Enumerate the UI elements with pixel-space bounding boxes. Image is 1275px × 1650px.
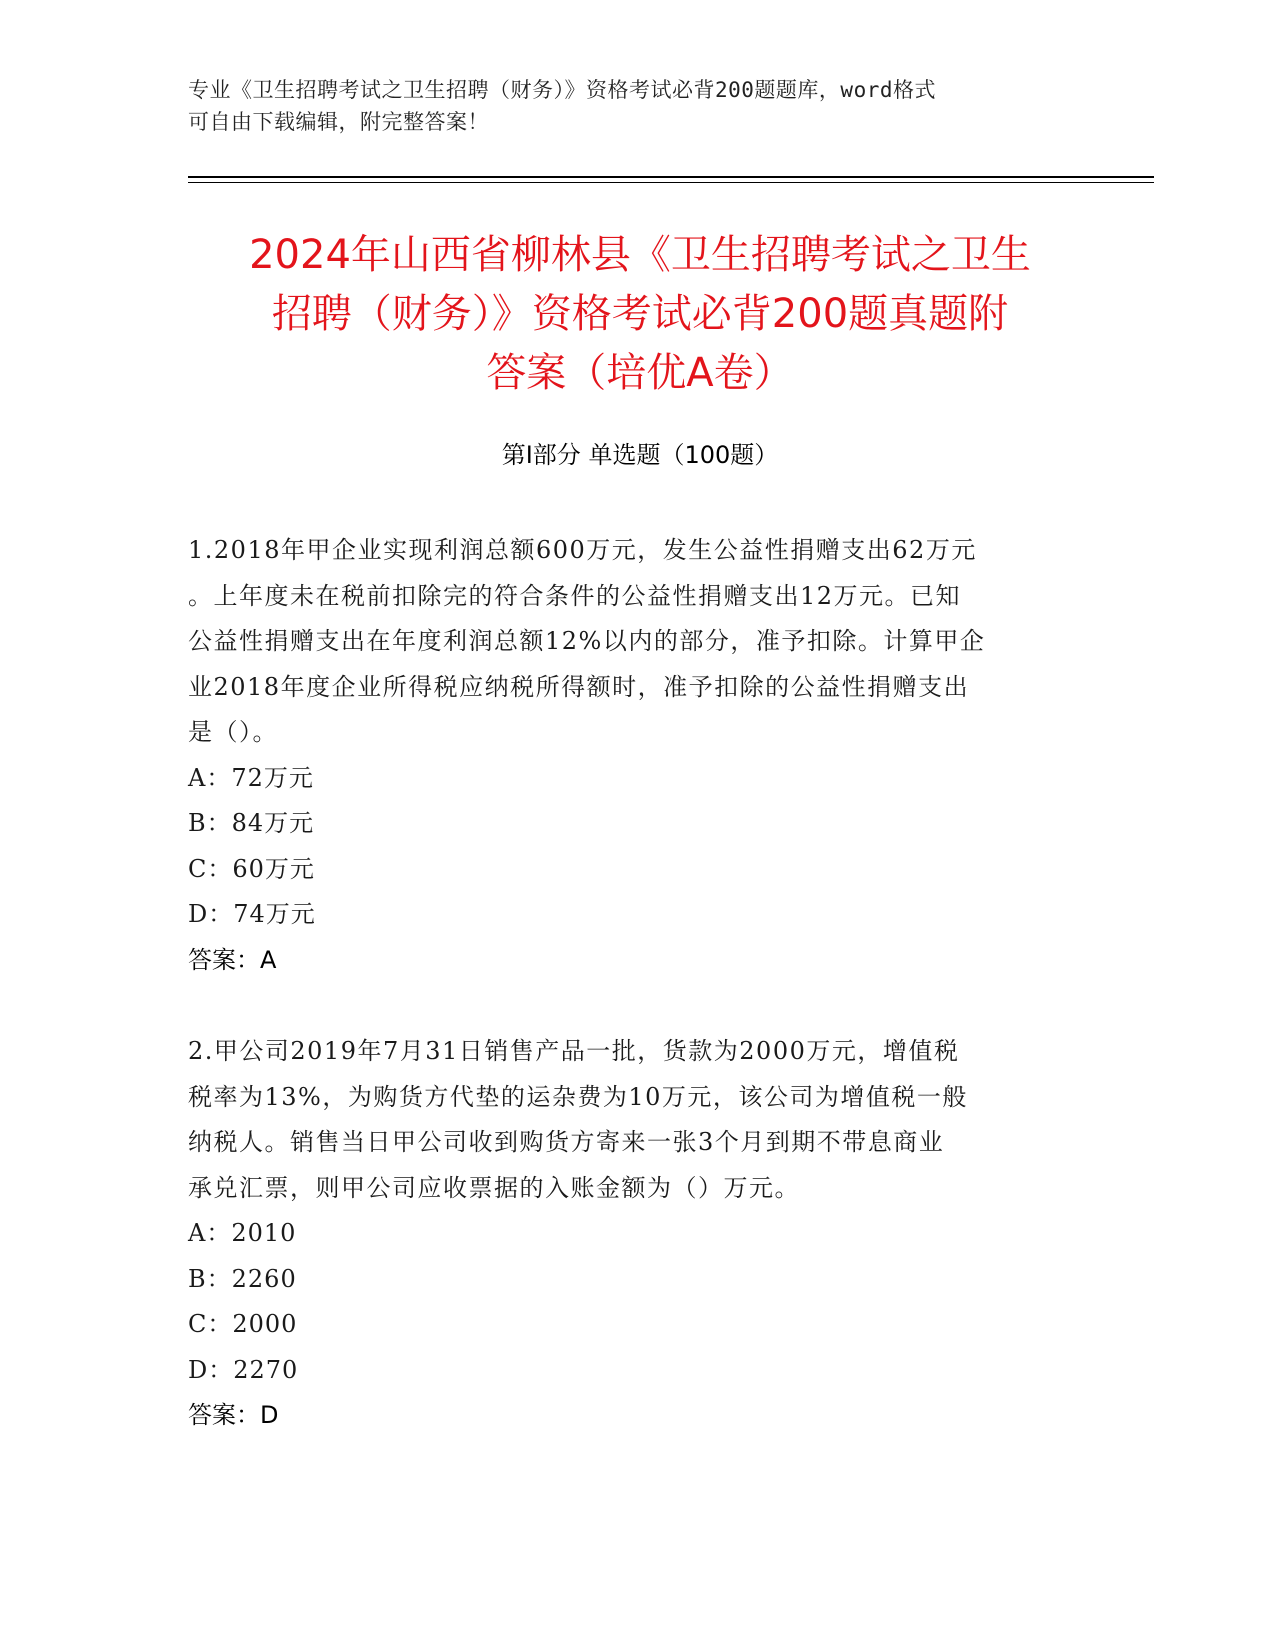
header-divider-thick (188, 176, 1154, 178)
option-a: A：72万元 (188, 763, 314, 792)
question-stem-line: 1.2018年甲企业实现利润总额600万元，发生公益性捐赠支出62万元 (188, 536, 977, 564)
question-stem-line: 税率为13%，为购货方代垫的运杂费为10万元，该公司为增值税一般 (188, 1082, 968, 1111)
question-stem-line: 2.甲公司2019年7月31日销售产品一批，货款为2000万元，增值税 (188, 1037, 960, 1065)
header-note-line: 专业《卫生招聘考试之卫生招聘（财务）》资格考试必背200题题库，word格式 (188, 78, 936, 102)
option-b: B：2260 (188, 1264, 297, 1293)
option-c: C：2000 (188, 1310, 298, 1338)
document-title (150, 226, 1130, 403)
question-stem-line: 承兑汇票，则甲公司应收票据的入账金额为（）万元。 (188, 1173, 800, 1202)
title-line: 2024年山西省柳林县《卫生招聘考试之卫生 (249, 232, 1031, 278)
option-c: C：60万元 (188, 854, 315, 883)
header-note (188, 74, 1068, 138)
section-heading: 第Ⅰ部分 单选题（100题） (501, 441, 779, 469)
question-stem-line: 纳税人。销售当日甲公司收到购货方寄来一张3个月到期不带息商业 (188, 1128, 945, 1156)
question-1 (188, 528, 1088, 983)
question-stem-line: 是（）。 (188, 718, 278, 746)
header-divider-thin (188, 182, 1154, 183)
option-d: D：2270 (188, 1355, 299, 1384)
option-d: D：74万元 (188, 900, 316, 928)
option-a: A：2010 (188, 1219, 297, 1247)
question-stem-line: 公益性捐赠支出在年度利润总额12%以内的部分，准予扣除。计算甲企 (188, 627, 986, 655)
option-b: B：84万元 (188, 809, 315, 837)
question-stem-line: 业2018年度企业所得税应纳税所得额时，准予扣除的公益性捐赠支出 (188, 672, 970, 701)
header-note-line: 可自由下载编辑，附完整答案！ (188, 110, 489, 134)
title-line: 答案（培优A卷） (486, 350, 794, 396)
answer-label: 答案：A (188, 945, 277, 974)
question-stem-line: 。上年度未在税前扣除完的符合条件的公益性捐赠支出12万元。已知 (188, 581, 962, 610)
title-line: 招聘（财务）》资格考试必背200题真题附 (271, 291, 1009, 337)
question-2 (188, 1029, 1088, 1439)
answer-label: 答案：D (188, 1401, 279, 1429)
